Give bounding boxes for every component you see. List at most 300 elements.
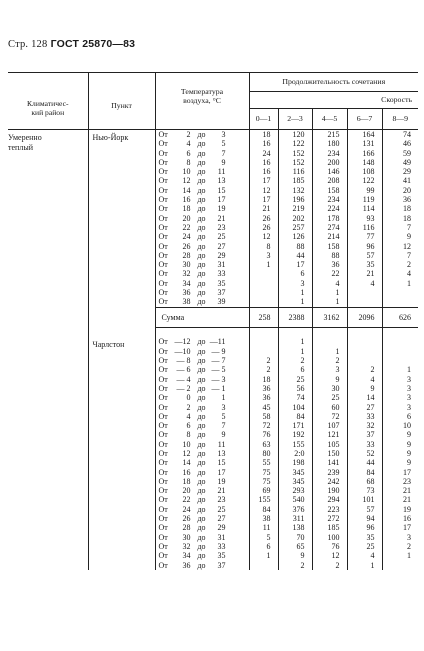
range-from-word: От [158, 356, 168, 366]
duration-value [382, 288, 418, 297]
climate-table [8, 72, 418, 570]
range-from-word: От [158, 222, 168, 232]
duration-value: 27 [347, 403, 382, 412]
duration-value: 96 [347, 242, 382, 251]
range-to-value: — 7 [211, 356, 226, 366]
duration-value [382, 347, 418, 356]
page-header [8, 38, 135, 50]
range-from-word: От [158, 430, 168, 440]
range-from-word: От [158, 402, 168, 412]
temp-range [155, 486, 249, 495]
duration-value: 41 [382, 176, 418, 185]
duration-value: 234 [312, 149, 347, 158]
duration-value: 138 [278, 523, 312, 532]
range-to-word: до [197, 541, 206, 551]
range-from-value: 32 [182, 541, 191, 551]
duration-value: 36 [382, 195, 418, 204]
range-from-value: — 8 [176, 356, 191, 366]
duration-value: 93 [347, 214, 382, 223]
range-to-value: 21 [217, 213, 226, 223]
duration-value: 21 [382, 495, 418, 504]
duration-value: 14 [347, 393, 382, 402]
range-from-value: 22 [182, 495, 191, 505]
range-from-value: 10 [182, 167, 191, 177]
duration-value: 21 [382, 486, 418, 495]
range-from-value: 20 [182, 486, 191, 496]
range-to-value: 15 [217, 458, 226, 468]
duration-value: 215 [312, 130, 347, 140]
duration-value: 158 [312, 242, 347, 251]
range-to-value: —11 [209, 337, 226, 347]
duration-value [347, 337, 382, 346]
range-to-word: до [197, 222, 206, 232]
duration-value: 131 [347, 139, 382, 148]
temp-range [155, 561, 249, 570]
duration-value: 80 [249, 449, 278, 458]
range-to-value: 1 [221, 393, 226, 403]
range-from-value: 26 [182, 514, 191, 524]
duration-value: 171 [278, 421, 312, 430]
duration-value: 242 [312, 477, 347, 486]
range-to-value: 27 [217, 241, 226, 251]
duration-value: 59 [382, 149, 418, 158]
duration-value: 18 [382, 214, 418, 223]
range-from-word: От [158, 337, 168, 347]
duration-value: 44 [347, 458, 382, 467]
duration-value: 3 [382, 533, 418, 542]
duration-value: 2 [382, 260, 418, 269]
duration-value: 45 [249, 403, 278, 412]
duration-value: 223 [312, 505, 347, 514]
duration-value: 46 [382, 139, 418, 148]
duration-value: 3 [312, 365, 347, 374]
temp-range [155, 167, 249, 176]
range-to-word: до [197, 250, 206, 260]
range-to-word: до [197, 278, 206, 288]
temp-range [155, 242, 249, 251]
range-from-value: 32 [182, 269, 191, 279]
duration-value: 192 [278, 430, 312, 439]
range-from-value: 38 [182, 297, 191, 307]
duration-value: 3 [382, 393, 418, 402]
duration-value: 18 [249, 375, 278, 384]
col-header-duration: Продолжительность сочетания [249, 73, 418, 92]
range-from-word: От [158, 374, 168, 384]
range-to-word: до [197, 148, 206, 158]
range-from-word: От [158, 523, 168, 533]
duration-value: 152 [278, 149, 312, 158]
range-from-word: От [158, 504, 168, 514]
duration-value [347, 288, 382, 297]
range-to-value: 13 [217, 176, 226, 186]
temp-range [155, 365, 249, 374]
duration-value: 75 [249, 477, 278, 486]
duration-value: 219 [278, 204, 312, 213]
range-to-value: 9 [221, 157, 226, 167]
range-to-word: до [197, 185, 206, 195]
duration-value: 10 [382, 421, 418, 430]
duration-value: 38 [249, 514, 278, 523]
duration-value: 116 [347, 223, 382, 232]
duration-value: 36 [249, 393, 278, 402]
range-to-word: до [197, 356, 206, 366]
duration-value: 20 [382, 186, 418, 195]
range-to-value: 9 [221, 430, 226, 440]
duration-value: 4 [382, 269, 418, 278]
duration-value: 72 [312, 412, 347, 421]
duration-value: 2 [249, 365, 278, 374]
range-from-word: От [158, 486, 168, 496]
duration-value: 104 [278, 403, 312, 412]
range-to-word: до [197, 439, 206, 449]
duration-value: 25 [278, 375, 312, 384]
range-from-word: От [158, 383, 168, 393]
temp-range [155, 130, 249, 140]
range-from-value: 24 [182, 232, 191, 242]
range-to-value: 19 [217, 204, 226, 214]
range-to-value: 21 [217, 486, 226, 496]
range-from-word: От [158, 449, 168, 458]
duration-value: 114 [347, 204, 382, 213]
temp-range [155, 412, 249, 421]
temp-range [155, 533, 249, 542]
range-from-word: От [158, 260, 168, 270]
range-to-word: до [197, 421, 206, 431]
duration-value: 2 [347, 365, 382, 374]
duration-value: 214 [312, 232, 347, 241]
range-to-value: 29 [217, 523, 226, 533]
duration-value: 196 [278, 195, 312, 204]
range-from-word: От [158, 176, 168, 186]
duration-value: 76 [312, 542, 347, 551]
range-to-value: 3 [221, 402, 226, 412]
duration-value: 4 [312, 279, 347, 288]
duration-value: 293 [278, 486, 312, 495]
range-to-value: 11 [217, 167, 226, 177]
range-from-word: От [158, 278, 168, 288]
duration-value: 18 [382, 204, 418, 213]
range-from-word: От [158, 157, 168, 167]
duration-value: 1 [347, 561, 382, 570]
duration-value: 18 [249, 130, 278, 140]
range-to-word: до [197, 458, 206, 468]
temp-range [155, 297, 249, 307]
duration-value: 122 [347, 176, 382, 185]
temp-range [155, 158, 249, 167]
range-to-value: 5 [221, 139, 226, 149]
range-to-value: 23 [217, 495, 226, 505]
duration-value: 148 [347, 158, 382, 167]
duration-value: 17 [278, 260, 312, 269]
range-from-word: От [158, 532, 168, 542]
range-from-value: 2 [186, 402, 191, 412]
duration-value [249, 288, 278, 297]
duration-value: 6 [382, 412, 418, 421]
range-from-word: От [158, 514, 168, 524]
range-to-value: 27 [217, 514, 226, 524]
region-cell [8, 130, 88, 308]
range-to-word: до [197, 374, 206, 384]
col-header-temperature: Температура воздуха, °С [155, 73, 249, 130]
temp-range [155, 288, 249, 297]
duration-value: 96 [347, 523, 382, 532]
duration-value: 33 [347, 412, 382, 421]
range-to-value: — 3 [211, 374, 226, 384]
duration-value: 88 [278, 242, 312, 251]
duration-value: 88 [312, 251, 347, 260]
region-name: Умеренно [8, 133, 42, 142]
range-to-word: до [197, 167, 206, 177]
duration-value: 120 [278, 130, 312, 140]
duration-value: 11 [249, 523, 278, 532]
range-to-word: до [197, 204, 206, 214]
duration-value: 21 [249, 204, 278, 213]
duration-value: 2:0 [278, 449, 312, 458]
temp-range [155, 514, 249, 523]
range-to-word: до [197, 430, 206, 440]
duration-value: 44 [278, 251, 312, 260]
range-to-value: 17 [217, 467, 226, 477]
range-from-value: 10 [182, 439, 191, 449]
duration-value: 60 [312, 403, 347, 412]
range-from-value: —12 [174, 337, 191, 347]
range-from-value: 36 [182, 288, 191, 298]
range-from-word: От [158, 560, 168, 570]
duration-value: 55 [249, 458, 278, 467]
range-from-value: 4 [186, 411, 191, 421]
duration-value: 17 [382, 468, 418, 477]
duration-value [249, 297, 278, 307]
temp-range [155, 449, 249, 458]
duration-value [347, 347, 382, 356]
range-from-value: 36 [182, 560, 191, 570]
range-to-value: 19 [217, 476, 226, 486]
range-from-word: От [158, 421, 168, 431]
duration-value: 9 [382, 440, 418, 449]
duration-value: 99 [347, 186, 382, 195]
range-from-value: 2 [186, 130, 191, 139]
range-to-value: 25 [217, 232, 226, 242]
duration-value: 141 [312, 458, 347, 467]
range-to-word: до [197, 139, 206, 149]
duration-value: 3 [278, 279, 312, 288]
duration-value: 155 [249, 495, 278, 504]
range-from-word: От [158, 393, 168, 403]
range-from-value: 16 [182, 195, 191, 205]
duration-value: 2 [382, 542, 418, 551]
duration-value: 1 [312, 297, 347, 307]
duration-value: 68 [347, 477, 382, 486]
range-from-value: 0 [186, 393, 191, 403]
duration-value: 35 [347, 260, 382, 269]
duration-value: 3 [382, 384, 418, 393]
range-from-word: От [158, 204, 168, 214]
range-to-value: 33 [217, 269, 226, 279]
duration-value: 108 [347, 167, 382, 176]
duration-value: 8 [249, 242, 278, 251]
col-header-speed-3: 6—7 [347, 109, 382, 130]
range-from-word: От [158, 551, 168, 561]
temp-range [155, 356, 249, 365]
range-from-value: 30 [182, 260, 191, 270]
range-to-value: — 9 [211, 346, 226, 356]
duration-value: 9 [278, 551, 312, 560]
duration-value: 376 [278, 505, 312, 514]
duration-value: 65 [278, 542, 312, 551]
duration-value: 25 [312, 393, 347, 402]
duration-value [347, 356, 382, 365]
range-from-value: — 2 [176, 383, 191, 393]
range-to-word: до [197, 176, 206, 186]
range-to-word: до [197, 504, 206, 514]
duration-value: 1 [249, 551, 278, 560]
temp-range [155, 223, 249, 232]
col-header-speed-1: 2—3 [278, 109, 312, 130]
temp-range [155, 214, 249, 223]
range-from-value: — 6 [176, 365, 191, 375]
range-from-word: От [158, 288, 168, 298]
range-to-value: 13 [217, 449, 226, 458]
duration-value: 2 [278, 356, 312, 365]
temp-range [155, 551, 249, 560]
duration-value: 57 [347, 505, 382, 514]
range-to-word: до [197, 402, 206, 412]
sum-row [8, 307, 418, 327]
range-from-value: 6 [186, 148, 191, 158]
duration-value [347, 297, 382, 307]
duration-value: 1 [382, 365, 418, 374]
range-to-value: 5 [221, 411, 226, 421]
range-from-value: 14 [182, 185, 191, 195]
temp-range [155, 347, 249, 356]
duration-value: 1 [312, 288, 347, 297]
range-to-word: до [197, 213, 206, 223]
col-header-point: Пункт [88, 73, 155, 130]
range-from-value: 28 [182, 523, 191, 533]
temp-range [155, 337, 249, 346]
temp-range [155, 269, 249, 278]
duration-value: 180 [312, 139, 347, 148]
temp-range [155, 149, 249, 158]
range-to-word: до [197, 232, 206, 242]
duration-value: 540 [278, 495, 312, 504]
duration-value: 2 [278, 561, 312, 570]
temp-range [155, 375, 249, 384]
duration-value: 200 [312, 158, 347, 167]
duration-value: 9 [347, 384, 382, 393]
duration-value [312, 337, 347, 346]
col-header-speed-0: 0—1 [249, 109, 278, 130]
col-header-speed-2: 4—5 [312, 109, 347, 130]
range-from-value: 16 [182, 467, 191, 477]
range-to-word: до [197, 195, 206, 205]
range-to-value: 33 [217, 541, 226, 551]
temp-range [155, 260, 249, 269]
range-to-word: до [197, 157, 206, 167]
temp-range [155, 393, 249, 402]
duration-value: 4 [347, 279, 382, 288]
range-to-value: 11 [217, 439, 226, 449]
sum-value: 2388 [278, 307, 312, 327]
duration-value: 75 [249, 468, 278, 477]
temp-range [155, 458, 249, 467]
duration-value: 3 [249, 251, 278, 260]
range-to-value: 25 [217, 504, 226, 514]
duration-value [249, 337, 278, 346]
range-from-value: 8 [186, 157, 191, 167]
duration-value: 105 [312, 440, 347, 449]
duration-value: 30 [312, 384, 347, 393]
duration-value: 16 [249, 167, 278, 176]
duration-value: 198 [278, 458, 312, 467]
range-from-value: 34 [182, 551, 191, 561]
range-to-word: до [197, 365, 206, 375]
duration-value: 84 [278, 412, 312, 421]
range-to-value: 39 [217, 297, 226, 307]
range-from-value: 18 [182, 476, 191, 486]
range-to-word: до [197, 411, 206, 421]
duration-value: 1 [312, 347, 347, 356]
range-to-word: до [197, 486, 206, 496]
range-from-word: От [158, 195, 168, 205]
duration-value: 9 [382, 458, 418, 467]
temp-range [155, 279, 249, 288]
range-from-value: 12 [182, 449, 191, 458]
duration-value: 166 [347, 149, 382, 158]
range-to-value: 7 [221, 148, 226, 158]
duration-value: 146 [312, 167, 347, 176]
duration-value: 345 [278, 477, 312, 486]
range-from-word: От [158, 130, 168, 139]
range-from-word: От [158, 458, 168, 468]
range-to-word: до [197, 130, 206, 139]
duration-value: 257 [278, 223, 312, 232]
range-to-word: до [197, 383, 206, 393]
temp-range [155, 186, 249, 195]
temp-range [155, 542, 249, 551]
range-from-word: От [158, 365, 168, 375]
duration-value [382, 356, 418, 365]
duration-value: 132 [278, 186, 312, 195]
page-number: Стр. 128 [8, 39, 48, 50]
range-from-value: 24 [182, 504, 191, 514]
duration-value: 121 [312, 430, 347, 439]
duration-value: 29 [382, 167, 418, 176]
duration-value: 107 [312, 421, 347, 430]
duration-value: 3 [382, 375, 418, 384]
duration-value: 126 [278, 232, 312, 241]
sum-label: Сумма [155, 307, 249, 327]
duration-value [249, 279, 278, 288]
range-from-value: 28 [182, 250, 191, 260]
temp-range [155, 232, 249, 241]
duration-value: 16 [382, 514, 418, 523]
range-to-value: 17 [217, 195, 226, 205]
spacer-row [8, 327, 418, 337]
duration-value: 178 [312, 214, 347, 223]
duration-value: 4 [347, 551, 382, 560]
range-to-word: до [197, 288, 206, 298]
duration-value [249, 561, 278, 570]
duration-value: 37 [347, 430, 382, 439]
range-from-word: От [158, 297, 168, 307]
range-to-word: до [197, 241, 206, 251]
duration-value: 5 [249, 533, 278, 542]
duration-value: 74 [382, 130, 418, 140]
range-to-value: 37 [217, 288, 226, 298]
duration-value: 2 [312, 356, 347, 365]
temp-range [155, 384, 249, 393]
